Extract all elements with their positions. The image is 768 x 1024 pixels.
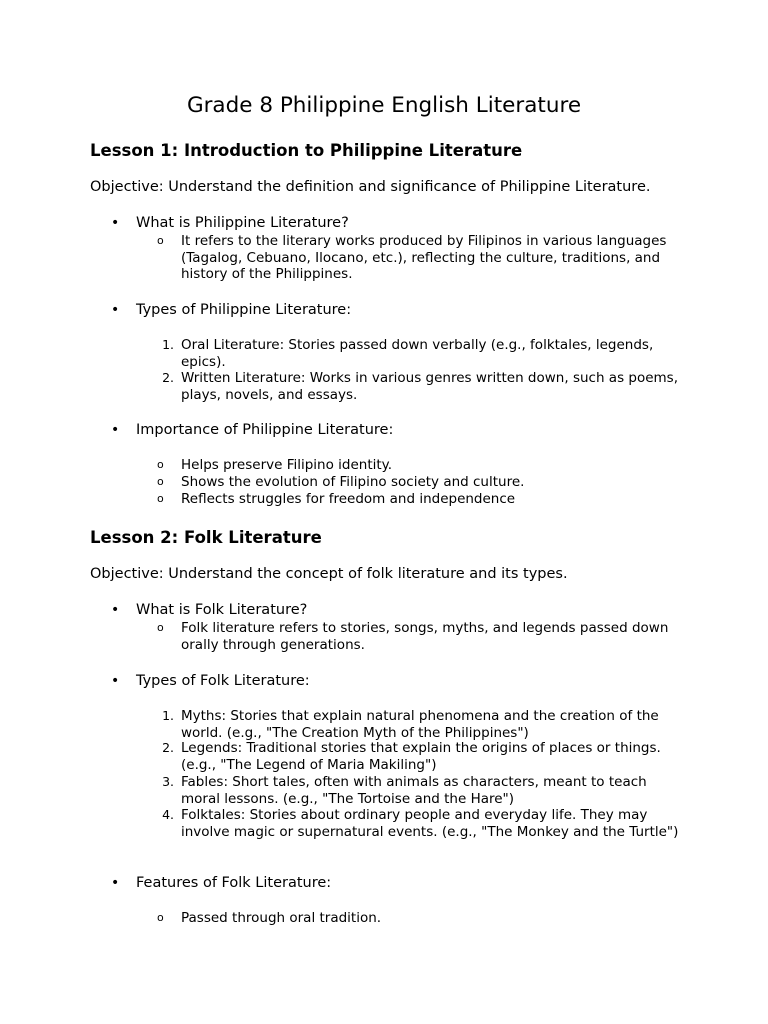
lesson2-types-item-2: 2. Legends: Traditional stories that explain the origins of places or things. (e.g., "The Legend of Maria Makiling") bbox=[162, 740, 661, 773]
circle-bullet-icon: o bbox=[157, 911, 164, 924]
lesson2-types-label: • Types of Folk Literature: bbox=[136, 671, 310, 691]
circle-bullet-icon: o bbox=[157, 492, 164, 505]
lesson2-heading: Lesson 2: Folk Literature bbox=[90, 528, 322, 547]
lesson2-features-item-1: o Passed through oral tradition. bbox=[157, 910, 382, 926]
circle-bullet-icon: o bbox=[157, 234, 164, 247]
lesson1-types-item-2: 2. Written Literature: Works in various genres written down, such as poems, plays, novels, and essays. bbox=[162, 370, 679, 403]
lesson1-types-label: • Types of Philippine Literature: bbox=[136, 300, 351, 320]
lesson2-what-is-item: o Folk literature refers to stories, songs, myths, and legends passed down orally through generations. bbox=[157, 620, 669, 653]
circle-bullet-icon: o bbox=[157, 475, 164, 488]
document-title: Grade 8 Philippine English Literature bbox=[186, 93, 582, 118]
lesson1-types-item-1: 1. Oral Literature: Stories passed down verbally (e.g., folktales, legends, epics). bbox=[162, 337, 654, 370]
lesson1-importance-label: • Importance of Philippine Literature: bbox=[136, 420, 393, 440]
lesson1-what-is-item: o It refers to the literary works produced by Filipinos in various languages (Tagalog, Cebuano, Ilocano, etc.), reflecting the culture, traditions, and history of the Philippines. bbox=[157, 233, 667, 283]
lesson2-objective: Objective: Understand the concept of folk literature and its types. bbox=[90, 566, 568, 582]
lesson1-objective: Objective: Understand the definition and significance of Philippine Literature. bbox=[90, 179, 651, 195]
lesson2-features-label: • Features of Folk Literature: bbox=[136, 873, 331, 893]
circle-bullet-icon: o bbox=[157, 458, 164, 471]
lesson2-types-item-3: 3. Fables: Short tales, often with animals as characters, meant to teach moral lessons. (e.g., "The Tortoise and the Hare") bbox=[162, 774, 647, 807]
lesson1-importance-item-3: o Reflects struggles for freedom and independence bbox=[157, 491, 516, 507]
lesson1-heading: Lesson 1: Introduction to Philippine Literature bbox=[90, 141, 523, 160]
lesson2-what-is-label: • What is Folk Literature? bbox=[136, 600, 307, 620]
lesson2-types-item-1: 1. Myths: Stories that explain natural phenomena and the creation of the world. (e.g., "The Creation Myth of the Philippines") bbox=[162, 708, 659, 741]
lesson1-importance-item-1: o Helps preserve Filipino identity. bbox=[157, 457, 393, 473]
lesson1-importance-item-2: o Shows the evolution of Filipino society and culture. bbox=[157, 474, 525, 490]
lesson2-types-item-4: 4. Folktales: Stories about ordinary people and everyday life. They may involve magic or supernatural events. (e.g., "The Monkey and the Turtle") bbox=[162, 807, 679, 840]
circle-bullet-icon: o bbox=[157, 621, 164, 634]
lesson1-what-is-label: • What is Philippine Literature? bbox=[136, 213, 349, 233]
